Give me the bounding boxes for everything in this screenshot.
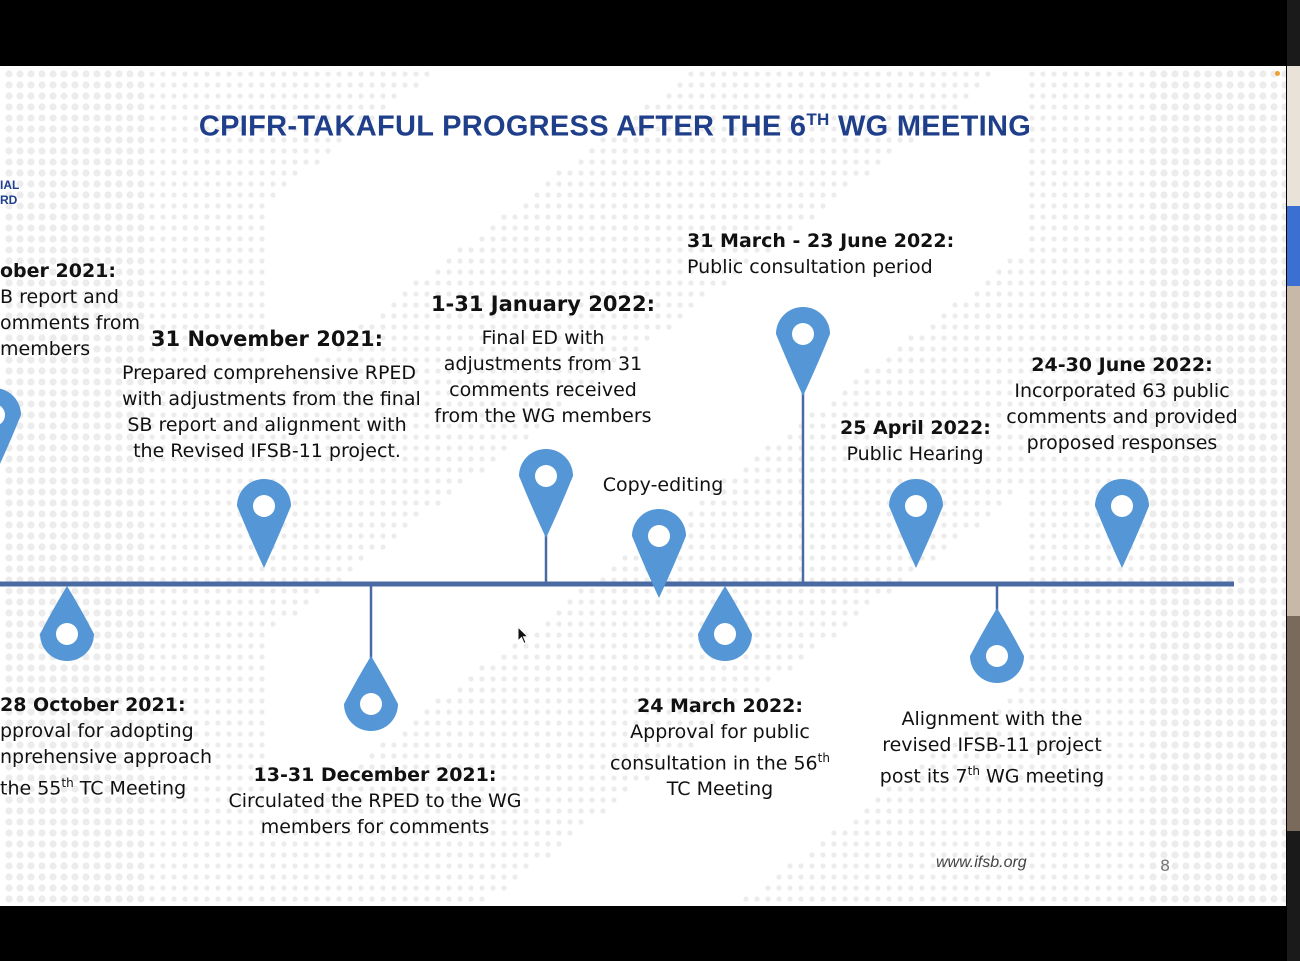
timeline-pin-marker — [0, 388, 21, 477]
side-panel-segment — [1287, 206, 1300, 286]
event-dec-2021: 13-31 December 2021: Circulated the RPED to the WG members for comments — [228, 764, 522, 838]
timeline-pin-marker — [237, 479, 291, 568]
timeline-pin-marker — [889, 479, 943, 568]
event-mar-24-2022: 24 March 2022: Approval for public consultation in the 56th TC Meeting — [610, 695, 830, 801]
event-oct-28-2021: 28 October 2021: pproval for adopting nprehensive approach the 55th TC Meeting — [0, 694, 213, 800]
slide-indicator-dot — [1275, 71, 1280, 76]
mouse-cursor-icon — [517, 626, 531, 646]
timeline-pin-marker — [344, 584, 398, 731]
event-jan-2022: 1-31 January 2022: Final ED with adjustments from 31 comments received from the WG members — [430, 292, 656, 427]
presentation-slide — [0, 66, 1286, 906]
event-oct-2021-top: ober 2021: B report and omments from members — [0, 260, 140, 360]
slide-page-number: 8 — [1160, 856, 1171, 875]
timeline-pin-marker — [40, 586, 94, 661]
footer-url: www.ifsb.org — [936, 854, 1027, 871]
timeline-pin-marker — [1095, 479, 1149, 568]
slide-title: CPIFR-TAKAFUL PROGRESS AFTER THE 6TH WG MEETING — [198, 110, 1032, 143]
side-panel-segment — [1287, 616, 1300, 831]
timeline-pin-marker — [519, 449, 573, 584]
event-june-2022: 24-30 June 2022: Incorporated 63 public comments and provided proposed responses — [1006, 354, 1238, 454]
side-panel-segment — [1287, 286, 1300, 616]
timeline-pin-marker — [698, 586, 752, 661]
timeline-pin-marker — [776, 307, 830, 584]
event-copy-editing: Copy-editing — [602, 474, 724, 496]
event-public-consultation: 31 March - 23 June 2022: Public consultation period — [687, 230, 955, 278]
side-panel-segment — [1287, 66, 1300, 206]
event-public-hearing: 25 April 2022: Public Hearing — [840, 417, 991, 465]
event-alignment-7th-wg: Alignment with the revised IFSB-11 project post its 7th WG meeting — [879, 708, 1105, 788]
event-nov-2021: 31 November 2021: Prepared comprehensive RPED with adjustments from the final SB report and alignment with the Revised IFSB-11 project. — [122, 327, 421, 462]
org-logo-text: IAL — [0, 178, 20, 192]
side-window-strip — [1287, 0, 1300, 961]
timeline-pin-marker — [970, 584, 1024, 683]
org-logo-text: RD — [0, 193, 18, 207]
